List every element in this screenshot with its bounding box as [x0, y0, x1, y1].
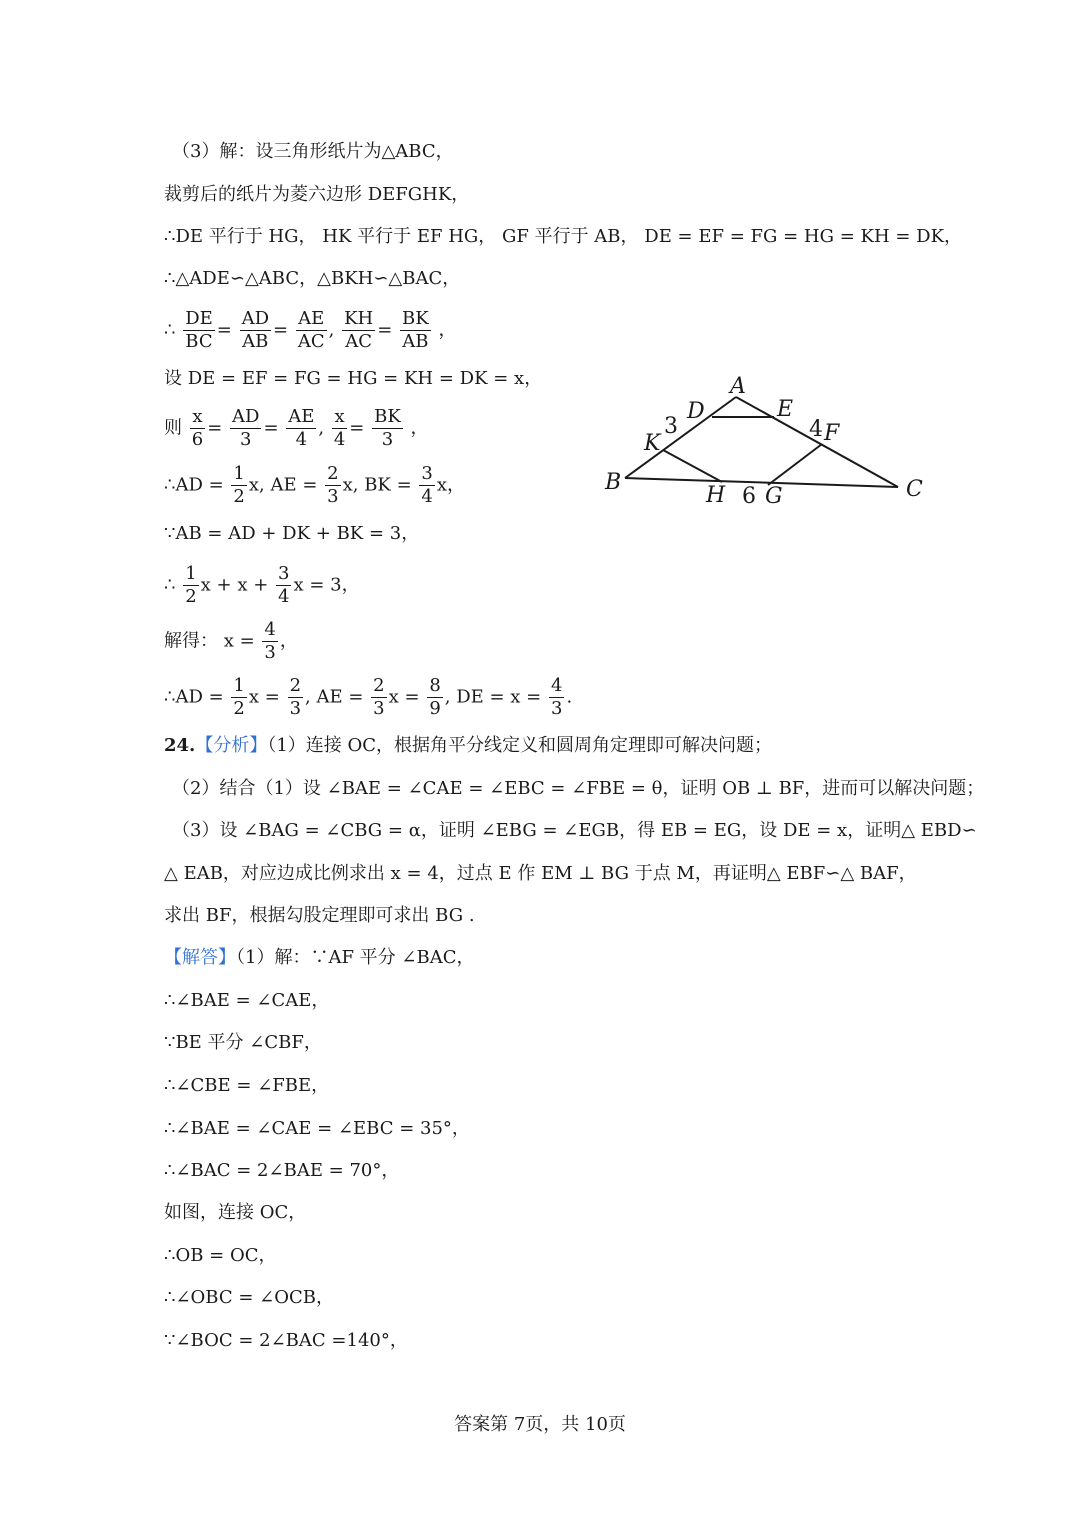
- text-line: ∴∠CBE = ∠FBE，: [164, 1075, 330, 1096]
- math-line-values: ∴AD = $\frac{1}{2}$ x, AE = $\frac{2}{3}$ x, BK = $\frac{3}{4}$ x，: [164, 463, 466, 507]
- fraction: $\frac{2}{3}$: [327, 463, 339, 507]
- text-line: （2）结合（1）设 ∠BAE = ∠CAE = ∠EBC = ∠FBE = θ，证明 OB ⊥ BF，进而可以解决问题；: [172, 778, 985, 799]
- segment-kh: [663, 450, 722, 482]
- fraction: $\frac{8}{9}$: [429, 675, 441, 719]
- analysis-tag: 【分析】: [195, 735, 268, 756]
- fraction: $\frac{BK}{AB}$: [402, 308, 429, 352]
- question-number: 24.: [164, 735, 196, 756]
- fraction: $\frac{x}{4}$: [333, 406, 346, 450]
- label-k: K: [644, 431, 661, 456]
- answer-tag: 【解答】: [164, 947, 236, 968]
- page-footer: 答案第 7页，共 10页: [454, 1414, 626, 1435]
- fraction: $\frac{KH}{AC}$: [344, 308, 374, 352]
- math-line-equation: 则 $\frac{x}{6}$ = $\frac{AD}{3}$ = $\frac{AE}{4}$ , $\frac{x}{4}$ = $\frac{BK}{3}$ ，: [164, 406, 429, 450]
- label-f: F: [824, 421, 840, 446]
- text-line: 如图，连接 OC，: [164, 1202, 307, 1223]
- fraction: $\frac{AE}{4}$: [288, 406, 315, 450]
- fraction: $\frac{3}{4}$: [278, 563, 290, 607]
- text-line: ∴∠BAE = ∠CAE，: [164, 990, 330, 1011]
- fraction: $\frac{3}{4}$: [421, 463, 433, 507]
- text-line: △ EAB，对应边成比例求出 x = 4，过点 E 作 EM ⊥ BG 于点 M，再证明△ EBF∽△ BAF，: [164, 863, 917, 884]
- fraction: $\frac{AD}{3}$: [232, 406, 260, 450]
- text-line: （3）解：设三角形纸片为△ABC，: [172, 141, 454, 162]
- side-ac: [736, 397, 898, 487]
- segment-fg: [768, 444, 822, 485]
- text-line: ∴DE 平行于 HG， HK 平行于 EF HG， GF 平行于 AB， DE = EF = FG = HG = KH = DK，: [164, 226, 963, 247]
- fraction: $\frac{4}{3}$: [551, 675, 563, 719]
- text-line: ∴∠OBC = ∠OCB，: [164, 1287, 334, 1308]
- side-bc: [625, 478, 898, 487]
- math-line-sum: ∴ $\frac{1}{2}$ x + x + $\frac{3}{4}$ x = 3，: [164, 563, 360, 607]
- fraction: $\frac{AE}{AC}$: [297, 308, 325, 352]
- text-line: ∵∠BOC = 2∠BAC =140°，: [164, 1330, 408, 1351]
- label-a: A: [730, 374, 746, 399]
- label-g: G: [765, 484, 783, 509]
- text-line: ∴OB = OC，: [164, 1245, 277, 1266]
- text-line: 设 DE = EF = FG = HG = KH = DK = x，: [164, 368, 543, 389]
- triangle-figure: [600, 372, 930, 512]
- text-line: 裁剪后的纸片为菱六边形 DEFGHK，: [164, 184, 470, 205]
- fraction: $\frac{4}{3}$: [264, 619, 276, 663]
- fraction: $\frac{x}{6}$: [191, 406, 204, 450]
- label-h: H: [706, 483, 726, 508]
- analysis-heading: 24.【分析】（1）连接 OC，根据角平分线定义和圆周角定理即可解决问题；: [164, 735, 773, 756]
- label-c: C: [906, 477, 923, 502]
- text-line: （3）设 ∠BAG = ∠CBG = α，证明 ∠EBG = ∠EGB，得 EB = EG，设 DE = x，证明△ EBD∽: [172, 820, 977, 841]
- fraction: $\frac{AD}{AB}$: [241, 308, 270, 352]
- text-line: ∵AB = AD + DK + BK = 3，: [164, 523, 420, 544]
- fraction: $\frac{2}{3}$: [373, 675, 385, 719]
- fraction: $\frac{2}{3}$: [289, 675, 302, 719]
- math-line-result: ∴AD = $\frac{1}{2}$ x = $\frac{2}{3}$ , AE = $\frac{2}{3}$ x = $\frac{8}{9}$ , DE = x = $\frac{4}{3}$ .: [164, 675, 573, 719]
- label-b: B: [605, 470, 622, 495]
- side-ab: [625, 397, 736, 478]
- fraction: $\frac{1}{2}$: [233, 463, 245, 507]
- label-4: 4: [809, 417, 823, 442]
- text-line: ∵BE 平分 ∠CBF，: [164, 1032, 322, 1053]
- answer-heading: 【解答】（1）解：∵AF 平分 ∠BAC，: [164, 947, 475, 968]
- label-6: 6: [742, 484, 756, 509]
- text-line: ∴∠BAE = ∠CAE = ∠EBC = 35°，: [164, 1118, 470, 1139]
- text-line: 求出 BF，根据勾股定理即可求出 BG .: [164, 905, 475, 926]
- text-line: ∴△ADE∽△ABC，△BKH∽△BAC，: [164, 268, 461, 289]
- math-line-ratios: ∴ $\frac{DE}{BC}$ = $\frac{AD}{AB}$ = $\frac{AE}{AC}$ , $\frac{KH}{AC}$ = $\frac{BK}{AB}$ ，: [164, 308, 457, 352]
- label-d: D: [687, 399, 705, 424]
- label-3: 3: [664, 414, 678, 439]
- fraction: $\frac{1}{2}$: [233, 675, 245, 719]
- fraction: $\frac{BK}{3}$: [374, 406, 401, 450]
- text-line: ∴∠BAC = 2∠BAE = 70°，: [164, 1160, 400, 1181]
- fraction: $\frac{DE}{BC}$: [185, 308, 213, 352]
- label-e: E: [777, 397, 794, 422]
- fraction: $\frac{1}{2}$: [185, 563, 197, 607]
- therefore-symbol: ∴: [164, 319, 176, 341]
- math-line-solution: 解得： x = $\frac{4}{3}$ ，: [164, 619, 298, 663]
